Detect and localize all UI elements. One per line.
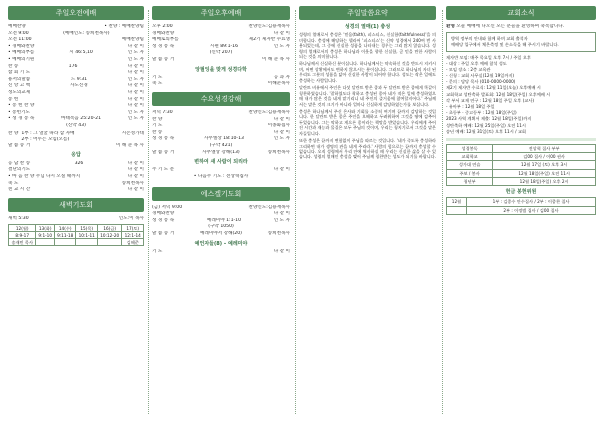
service-cell: 전상혁 집사 부부	[493, 144, 596, 152]
order-row	[8, 97, 144, 104]
order-detail	[173, 110, 249, 117]
order-row	[152, 167, 290, 174]
order-row	[152, 218, 290, 225]
service-row	[447, 161, 596, 169]
order-detail	[162, 130, 273, 137]
order-label: 경배와찬양	[152, 211, 175, 217]
service-table	[446, 144, 596, 186]
order-leader: 다 같 이	[127, 89, 144, 95]
order-label: • 봉 헌 찬 양	[8, 103, 35, 109]
order-label: 오후 2:00	[152, 24, 173, 29]
order-detail	[173, 24, 249, 31]
order-label: 오전 9:00	[8, 30, 29, 36]
welcome-label: 환영	[446, 24, 455, 29]
order-detail: 176	[68, 63, 78, 69]
order-label: 신 앙 고 백	[8, 83, 31, 89]
order-leader: 다 같 이	[273, 30, 290, 36]
order-detail: • 다음주 기도 : 전상혁집사	[193, 174, 249, 179]
order-row	[152, 81, 290, 88]
order-leader: 다 같 이	[127, 43, 144, 49]
column-divider	[442, 10, 443, 414]
order-label: 성 경 봉 독	[152, 136, 175, 142]
order-label: 찬 송	[8, 63, 19, 69]
order-leader: 다 같 이	[127, 96, 144, 102]
order-row	[152, 117, 290, 124]
dawn-cell: 8:9-17	[9, 232, 36, 239]
service-row	[447, 169, 596, 177]
news-item: 성탄축하 예배: 12월 25일(주일) 오전 11시	[446, 122, 526, 128]
offering-cell: 2부 : 이정범 집사 / 김00 집사	[466, 206, 595, 214]
afternoon-closing	[152, 75, 290, 88]
news-item: 2023 사역 계획서 제출: 12월 18일(주일)까지	[446, 116, 532, 122]
order-detail	[174, 57, 262, 64]
order-leader: 찬양인도:김용재목사	[248, 110, 290, 115]
order-leader: 송희천목사	[121, 180, 144, 186]
service-cell: 청년부	[447, 177, 493, 185]
order-label: 결단의기도	[8, 167, 31, 173]
order-row	[152, 44, 290, 51]
friday-closing	[152, 249, 290, 256]
service-row	[447, 177, 596, 185]
sermon-summary-header: 주일말씀요약	[299, 6, 436, 20]
dawn-cell	[54, 239, 76, 246]
news-items	[446, 55, 596, 135]
order-row	[152, 136, 290, 143]
column-divider	[148, 10, 149, 414]
order-detail: 마태복음 25:20-21	[61, 116, 102, 122]
order-leader: 다 같 이	[273, 211, 290, 217]
summary-paragraph: 하나님께서 신실하신 분이십니다. 하나님께서는 약속하신 것을 반드시 지키시며, 어떤 상황에서도 변하지 않으시는 분이십니다. 그러므로 하나님의 자녀 된 우리도 그분의 성품을 닮아 신실한 사람이 되어야 합니다. 성도는 작은 일에도 충성하는 사람입니다.	[299, 61, 436, 83]
order-detail	[162, 249, 273, 256]
order-detail: 시편 89:1-16	[209, 43, 239, 49]
order-label: 기 도	[152, 248, 163, 254]
order-detail: 예레미야 1:1-10	[206, 217, 241, 223]
order-row	[152, 31, 290, 38]
dawn-cell: 16(금)	[97, 225, 121, 232]
offering-cell: 1부 : 김종수 안수집사 / 2부 : 이종찬 집사	[466, 198, 595, 206]
friday-prayer-header: 에스겔기도회	[152, 187, 290, 201]
order-detail	[162, 123, 267, 130]
news-item: - 유아부 : 12월 18일 주일	[446, 104, 495, 110]
order-leader: 이해준목사	[267, 81, 290, 87]
dawn-leader: 인도:이 목사	[118, 215, 144, 221]
order-leader: 찬양인도:김용재목사	[248, 204, 290, 210]
wednesday-sermon-title: 변하여 새 사람이 되리라	[194, 159, 248, 166]
order-detail: (신약 207)	[209, 50, 233, 56]
order-label: 오전 11:00	[8, 37, 32, 43]
order-detail: (구약 421)	[209, 142, 233, 148]
order-label: 봉 헌	[8, 96, 19, 102]
choir-block	[8, 131, 144, 143]
order-label: 용서의말씀	[8, 76, 31, 82]
order-detail: 사도신경	[70, 83, 88, 89]
order-leader: 다 같 이	[127, 103, 144, 109]
dawn-info	[8, 216, 144, 223]
afternoon-worship-header: 주일오후예배	[152, 6, 290, 20]
service-row	[447, 144, 596, 152]
order-row	[152, 57, 290, 64]
order-leader: 다 같 이	[127, 173, 144, 179]
order-row	[152, 211, 290, 218]
order-row	[8, 161, 144, 168]
news-item: - 신청 : 교회 사무실(12월 19일까지)	[446, 73, 514, 79]
order-row	[8, 123, 144, 130]
order-leader: 이 해 준 목 사	[261, 56, 290, 62]
order-label: 경배와찬양	[152, 30, 175, 36]
order-detail	[174, 31, 274, 38]
order-detail	[162, 75, 273, 82]
order-label: 기 도	[152, 74, 163, 80]
order-row	[152, 205, 290, 212]
dawn-cell: 10:12-20	[97, 232, 121, 239]
order-row	[152, 50, 290, 57]
order-label: 찬 송	[152, 129, 163, 135]
order-leader: 다 같 이	[127, 83, 144, 89]
notice-box	[446, 32, 596, 51]
order-detail	[162, 81, 267, 88]
order-row	[8, 44, 144, 51]
order-leader: 다 같 이	[127, 160, 144, 166]
order-detail	[174, 211, 274, 218]
order-detail	[18, 181, 121, 188]
summary-paragraph: 충성은 하나님께서 주신 은사와 기회를 소중히 여기며 끝까지 감당하는 것입니다. 한 달란트 받은 종은 주인을 오해하고 두려워하여 그것을 땅에 감추어 두었습니다. 그는 악하고 게으른 종이라는 책망을 받았습니다. 우리에게 주어진 시간과 재능과 물질은 모두 주님의 것이며, 우리는 청지기로서 그것을 맡은 자들입니다.	[299, 108, 436, 136]
morning-worship-header: 주일오전예배	[8, 6, 144, 20]
sermon-label: 말 씀 증 거	[8, 142, 31, 148]
order-label: • 봉헌기도	[8, 109, 30, 115]
afternoon-worship-column	[152, 6, 290, 420]
dawn-row	[9, 232, 144, 239]
order-row	[152, 231, 290, 238]
offering-table	[446, 197, 596, 215]
order-row	[8, 167, 144, 174]
wednesday-closing	[152, 167, 290, 180]
order-label: 말 씀 증 거	[152, 149, 175, 155]
order-label: 참 회 기 도	[8, 70, 31, 76]
news-item: 교회학교 성탄축하 발표회: 12월 18일(주일) 오후예배 시	[446, 91, 551, 97]
news-item: - 대상 : 주일 오후 예배 참석 성도	[446, 60, 507, 66]
dawn-prayer-header: 새벽기도회	[8, 198, 144, 212]
order-leader: 찬양인도:김용재목사	[248, 24, 290, 29]
order-row	[152, 150, 290, 157]
order-row	[152, 110, 290, 117]
summary-paragraph: 성령의 열매로서 충성은 '믿음(faith), 피스티스, 신실함(faithfulness)'을 의미합니다. 충성에 해당하는 헬라어 '피스티스'는 신약 성경에서 240여 번 사용되었는데, 그 중에 신실한 성품을 나타내는 경우는 그리 많지 않습니다. 성령의 열매로서의 충성은 하나님과 이웃을 향한 신실함, 곧 믿을 만한 사람이 되는 것을 의미합니다.	[299, 32, 436, 59]
choir-line-1: 1부 : 그 얼굴 따라 삼 자매	[21, 130, 75, 136]
dawn-cell: 9:11-18	[54, 232, 76, 239]
order-label: 예배찬양	[8, 24, 26, 29]
order-detail	[182, 205, 248, 212]
order-detail	[30, 90, 128, 97]
choir-line-2: 2부 : 어두는 모임(오름)	[21, 136, 70, 142]
offering-cell: 12월	[447, 198, 467, 206]
response-order	[8, 161, 144, 194]
order-detail	[179, 37, 249, 44]
order-label: (금) 저녁 9:00	[152, 204, 183, 210]
order-label: 주 기 도 문	[152, 167, 175, 173]
order-leader: • 찬양 : 예배찬양팀	[104, 24, 144, 29]
order-leader: 인 도 자	[127, 76, 144, 82]
order-leader: 송희천목사	[267, 149, 290, 155]
notice-line-2: 예배당 입구에서 체온측정 및 손소독을 해 주시기 바랍니다.	[451, 41, 559, 47]
order-detail: 예레미야서 강해(20)	[199, 230, 242, 236]
order-label: 성도의교제	[8, 89, 31, 95]
church-news-header: 교회소식	[446, 6, 596, 20]
order-row	[8, 116, 144, 123]
notice-line-1: 방역 정부의 안내와 함께 하며 교회 출석자	[451, 36, 528, 42]
order-row	[8, 31, 144, 38]
order-leader: 다 같 이	[127, 70, 144, 76]
order-label: 말 씀 증 거	[152, 56, 175, 62]
order-row	[8, 50, 144, 57]
order-label: • 예배의부름	[8, 50, 35, 56]
order-detail	[32, 37, 122, 44]
order-detail: (신약 43)	[66, 122, 86, 128]
order-row	[152, 143, 290, 150]
news-item: 제2기 제자반 수료식: 12월 11일(오늘) 오후예배 시	[446, 85, 541, 91]
order-detail	[80, 174, 128, 181]
dawn-cell: 15(목)	[76, 225, 98, 232]
afternoon-sermon-title: 앙필잉을 맞게 성경다학	[195, 66, 247, 73]
sermon-summary-body	[299, 32, 436, 160]
order-detail: 사무엘상 강해(13)	[202, 149, 240, 155]
section-bar	[446, 138, 596, 141]
order-detail	[34, 103, 127, 110]
dawn-cell	[36, 239, 55, 246]
sermon-row	[8, 143, 144, 150]
dawn-schedule-table	[8, 224, 144, 246]
dawn-cell: 12:1-14	[122, 232, 144, 239]
order-detail	[18, 97, 127, 104]
order-leader: 인 도 자	[273, 217, 290, 223]
order-leader: 다 같 이	[127, 63, 144, 69]
dawn-cell	[97, 239, 121, 246]
order-row	[8, 187, 144, 194]
order-row	[8, 77, 144, 84]
order-label: • 마 음 찬 양 주님 다시 오실 때까지	[8, 173, 81, 179]
dawn-cell: 김해준	[122, 239, 144, 246]
dawn-row	[9, 239, 144, 246]
order-detail	[34, 44, 127, 51]
order-detail: 시 46:5,10	[69, 50, 93, 56]
order-row	[152, 130, 290, 137]
column-divider	[295, 10, 296, 414]
welcome-row	[446, 24, 596, 30]
service-cell: 주보 / 봉사	[447, 169, 493, 177]
order-row	[8, 174, 144, 181]
order-leader: 예배찬양팀	[121, 37, 144, 43]
order-leader: 다 같 이	[273, 116, 290, 122]
order-detail	[30, 187, 128, 194]
order-leader: 인 도 자	[273, 43, 290, 49]
order-row	[152, 249, 290, 256]
summary-paragraph: 또한 충성은 끝까지 변함없이 주님을 따르는 것입니다. '네가 죽도록 충성하라 그리하면 내가 생명의 관을 네게 주리라.' 사람의 힘으로는 끝까지 충성할 수 없습니다. 오직 성령께서 우리 안에 역사하실 때 우리는 신실한 삶을 살 수 있습니다. 성령의 열매인 충성을 맺어 주님께 칭찬받는 성도가 되기를 바랍니다.	[299, 138, 436, 160]
wednesday-header: 수요성경강해	[152, 92, 290, 106]
choir-name: 시온성가대	[121, 130, 144, 136]
order-leader: 인 도 자	[127, 50, 144, 56]
order-detail: 느 9:31	[70, 76, 88, 82]
sermon-preacher: 이 해 준 목 사	[115, 142, 144, 148]
service-cell: 성가대 연습	[447, 161, 493, 169]
order-label: 축 도	[8, 180, 19, 186]
service-cell: 12월 17일 (토) 오후 3시	[493, 161, 596, 169]
dawn-time: 새벽 5:30	[8, 215, 29, 221]
order-detail	[30, 110, 128, 117]
news-item: 제자반 모임: 매주 목요일 오후 7시 / 주일 오후	[446, 54, 531, 60]
order-leader: 다 같 이	[127, 167, 144, 173]
order-label: • 예배의기원	[8, 56, 35, 62]
order-row	[8, 70, 144, 77]
offering-header: 헌금 봉헌위원	[505, 189, 537, 196]
order-row	[8, 83, 144, 90]
order-detail	[34, 57, 127, 64]
order-detail: (예배인도: 송희천목사)	[63, 30, 110, 36]
news-item: - 초등부 · 중고등부 : 12월 18일(주일)	[446, 110, 517, 116]
order-leader: 다 같 이	[127, 187, 144, 193]
dawn-cell: 송재민 목사	[9, 239, 36, 246]
dawn-cell: 9:1-10	[36, 232, 55, 239]
order-label: 예배로의부름	[152, 37, 179, 43]
order-label: 저녁 7:30	[152, 110, 173, 115]
response-title: 응답	[71, 152, 81, 159]
offering-cell	[447, 206, 467, 214]
summary-paragraph: 달란트 비유에서 주인은 다섯 달란트 받은 종과 두 달란트 받은 종에게 똑같이 칭찬하였습니다. '잘하였도다 착하고 충성된 종아 네가 적은 일에 충성하였으매 내가 많은 것을 네게 맡기리니 네 주인의 즐거움에 참여할지어다.' 주님께서는 맡은 것의 크기가 아니라 얼마나 신실하게 감당하였는가를 보십니다.	[299, 85, 436, 107]
dawn-cell: 14(수)	[54, 225, 76, 232]
dawn-row	[9, 225, 144, 232]
order-leader: 다 같 이	[273, 167, 290, 173]
order-row	[152, 123, 290, 130]
morning-worship-order	[8, 24, 144, 130]
order-leader: 공 과 자	[273, 74, 290, 80]
dawn-cell: 10:1-11	[76, 232, 98, 239]
order-row	[8, 64, 144, 71]
news-item: - 문의 : 담당 목사 (010-0000-0000)	[446, 79, 516, 85]
order-detail: 326	[74, 160, 84, 166]
service-row	[447, 153, 596, 161]
order-label: • 성 경 봉 독	[8, 116, 35, 122]
order-detail	[30, 70, 128, 77]
order-detail	[174, 167, 274, 174]
order-leader: 제2기 제자반 수료생	[248, 37, 290, 43]
offering-row	[447, 198, 596, 206]
service-cell: 교회학교	[447, 153, 493, 161]
order-row	[8, 181, 144, 188]
offering-row	[447, 206, 596, 214]
order-label: • 경배와찬양	[8, 43, 35, 49]
afternoon-worship-order	[152, 24, 290, 64]
order-row	[152, 24, 290, 31]
order-label: 성 경 봉 독	[152, 217, 175, 223]
morning-worship-column	[8, 6, 144, 420]
news-item: 송년 예배: 12월 31일(토) 오후 11시 / 교회	[446, 128, 526, 134]
order-row	[8, 57, 144, 64]
friday-sermon-title: 예언자들(8) – 예레미야	[194, 240, 248, 247]
news-item: 각 부서 교재 연구 : 12월 18일 주일 오후 (교사)	[446, 97, 534, 103]
order-label: 축 도	[152, 81, 163, 87]
sermon-title	[30, 143, 116, 150]
order-detail: (구약 1050)	[208, 224, 234, 230]
order-detail	[26, 24, 105, 31]
dawn-cell: 13(화)	[36, 225, 55, 232]
order-leader: 이종화집사	[267, 123, 290, 129]
order-leader: 인 도 자	[127, 109, 144, 115]
church-news-column	[446, 6, 596, 420]
choir-label: 찬 양	[8, 130, 19, 136]
order-leader: 다 같 이	[273, 129, 290, 135]
order-detail	[30, 167, 128, 174]
wednesday-order	[152, 110, 290, 156]
welcome-text: 오늘 예배에 나오신 모든 분들을 환영하며 축복합니다.	[456, 24, 565, 29]
service-cell: 김00 집사 / 이00 권사	[493, 153, 596, 161]
order-row	[8, 37, 144, 44]
order-leader: 인 도 자	[127, 56, 144, 62]
order-leader: 다 같 이	[273, 248, 290, 254]
order-leader: 송희천목사	[267, 230, 290, 236]
order-row	[152, 75, 290, 82]
order-label: 기 도	[152, 123, 163, 129]
order-label: 성 경 봉 독	[152, 43, 175, 49]
order-row	[152, 224, 290, 231]
order-row	[8, 110, 144, 117]
order-row	[152, 174, 290, 181]
sermon-summary-column	[299, 6, 436, 420]
dawn-cell: 12(월)	[9, 225, 36, 232]
dawn-cell	[76, 239, 98, 246]
order-detail	[162, 117, 273, 124]
order-label: 찬 양	[152, 116, 163, 122]
service-cell: 12월 18일(주일) 오후 2시	[493, 177, 596, 185]
service-cell: 성경봉독	[447, 144, 493, 152]
order-detail: 사무엘상 18:10-13	[203, 136, 244, 142]
news-item: - 모임 장소 : 2층 교육관	[446, 66, 491, 72]
order-row	[152, 37, 290, 44]
order-row	[8, 24, 144, 31]
friday-order	[152, 205, 290, 238]
sermon-summary-title: 성경의 열매(1) 충성	[344, 24, 391, 30]
service-cell: 12월 18일(주일) 오전 11시	[493, 169, 596, 177]
order-leader: 인 도 자	[127, 116, 144, 122]
order-row	[8, 90, 144, 97]
dawn-cell: 17(토)	[122, 225, 144, 232]
order-label: 친 교 시 간	[8, 187, 31, 193]
order-leader: 인 도 자	[273, 136, 290, 142]
order-label: 응 답 찬 송	[8, 160, 31, 166]
order-label: 말 씀 증 거	[152, 230, 175, 236]
order-row	[8, 103, 144, 110]
